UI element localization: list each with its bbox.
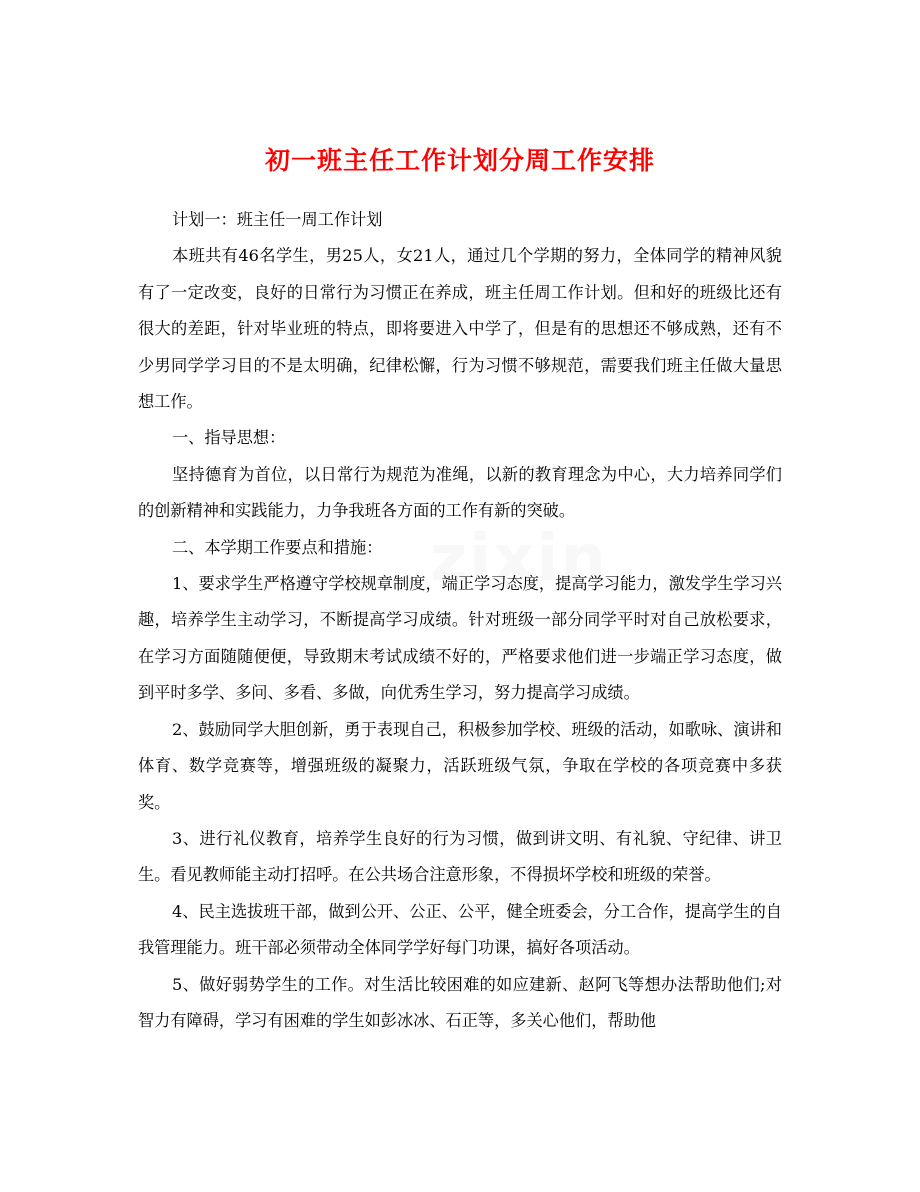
guiding-ideology-paragraph: 坚持德育为首位，以日常行为规范为准绳，以新的教育理念为中心，大力培养同学们的创新精神和实践能力，力争我班各方面的工作有新的突破。 xyxy=(138,464,782,521)
document-body xyxy=(138,202,782,1039)
measure-item-1: 1、要求学生严格遵守学校规章制度，端正学习态度，提高学习能力，激发学生学习兴趣，培养学生主动学习，不断提高学习成绩。针对班级一部分同学平时对自己放松要求，在学习方面随随便便，导致期末考试成绩不好的，严格要求他们进一步端正学习态度，做到平时多学、多问、多看、多做，向优秀生学习，努力提高学习成绩。 xyxy=(138,574,782,703)
measure-item-3: 3、进行礼仪教育，培养学生良好的行为习惯，做到讲文明、有礼貌、守纪律、讲卫生。看见教师能主动打招呼。在公共场合注意形象，不得损坏学校和班级的荣誉。 xyxy=(138,828,782,885)
measure-item-5: 5、做好弱势学生的工作。对生活比较困难的如应建新、赵阿飞等想办法帮助他们;对智力有障碍，学习有困难的学生如彭冰冰、石正等，多关心他们，帮助他 xyxy=(138,974,783,1030)
plan-heading: 计划一：班主任一周工作计划 xyxy=(172,210,383,229)
class-overview-paragraph: 本班共有46名学生，男25人，女21人，通过几个学期的努力，全体同学的精神风貌有了一定改变，良好的日常行为习惯正在养成，班主任周工作计划。但和好的班级比还有很大的差距，针对毕业班的特点，即将要进入中学了，但是有的思想还不够成熟，还有不少男同学学习目的不是太明确，纪律松懈，行为习惯不够规范，需要我们班主任做大量思想工作。 xyxy=(138,246,782,412)
measure-item-4: 4、民主选拔班干部，做到公开、公正、公平，健全班委会，分工合作，提高学生的自我管理能力。班干部必须带动全体同学学好每门功课，搞好各项活动。 xyxy=(138,901,782,958)
document-title: 初一班主任工作计划分周工作安排 xyxy=(264,145,655,175)
section-heading-guiding-ideology: 一、指导思想： xyxy=(172,428,286,448)
measure-item-2: 2、鼓励同学大胆创新，勇于表现自己，积极参加学校、班级的活动，如歌咏、演讲和体育、数学竞赛等，增强班级的凝聚力，活跃班级气氛，争取在学校的各项竞赛中多获奖。 xyxy=(138,719,782,812)
section-heading-key-points: 二、本学期工作要点和措施： xyxy=(172,537,383,557)
